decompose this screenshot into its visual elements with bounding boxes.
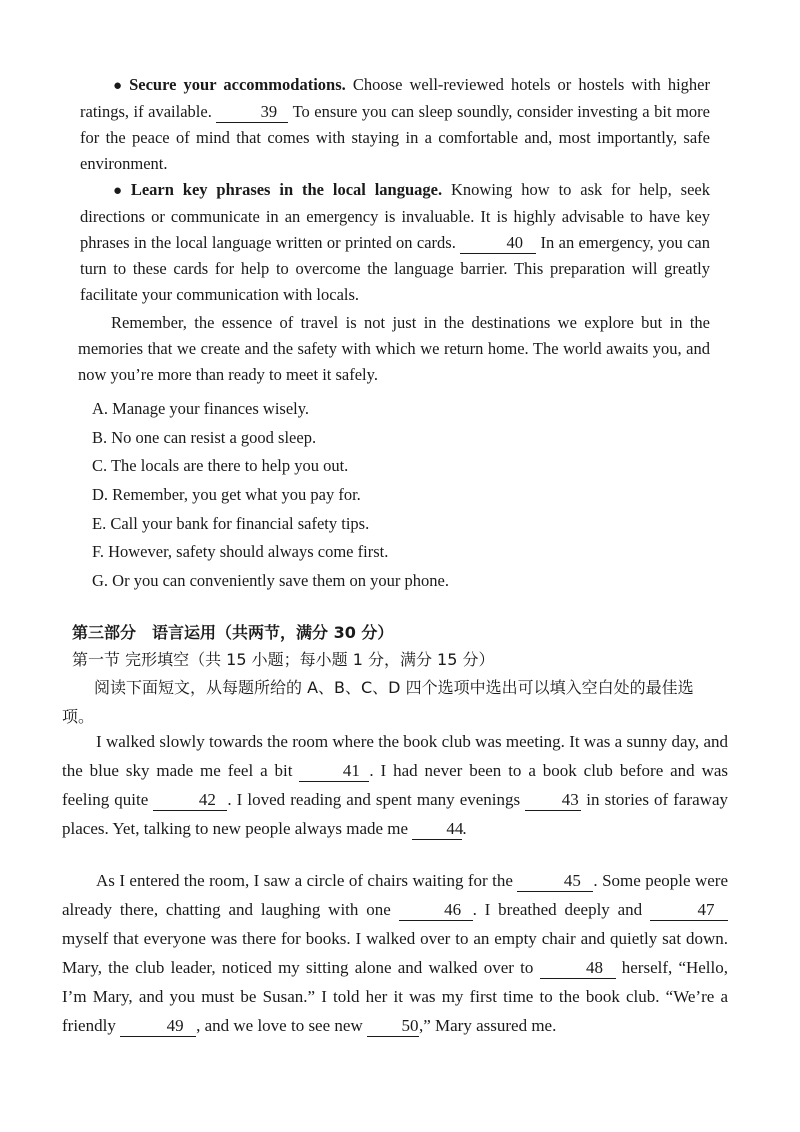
section1-heading: 第一节 完形填空（共 15 小题；每小题 1 分，满分 15 分） [72,650,495,669]
story-text: , and we love to see new [196,1016,363,1035]
option-g[interactable]: G. Or you can conveniently save them on your phone. [92,571,449,590]
story-text: . I loved reading and spent many evenings [227,790,521,809]
cloze-paragraph-2 [62,866,728,1040]
tip-text: Choose well-reviewed hotels or hostels with higher ratings, if available. [80,75,711,121]
story-text: herself, “Hello, I’m Mary, and you must be Susan.” I told her it was my first time to the book club. “We’re a friendly [62,958,729,1035]
blank-47[interactable]: 47 [650,900,728,921]
tip-accommodations [80,72,710,177]
story-text: . I breathed deeply and [472,900,643,919]
option-b[interactable]: B. No one can resist a good sleep. [92,428,317,447]
story-text: . I had never been to a book club before and was feeling quite [62,761,729,809]
tip-text: Knowing how to ask for help, seek directions or communicate in an emergency is invaluable. It is highly advisable to have key phrases in the local language written or printed on cards. [80,180,710,252]
blank-49[interactable]: 49 [120,1016,196,1037]
option-c[interactable]: C. The locals are there to help you out. [92,456,349,475]
story-text: As I entered the room, I saw a circle of chairs waiting for the [96,871,513,890]
tip-text: To ensure you can sleep soundly, consider investing a bit more for the peace of mind that comes with staying in a comfortable and, most importantly, safe environment. [80,102,711,173]
option-d[interactable]: D. Remember, you get what you pay for. [92,485,361,504]
story-text: ,” Mary assured me. [418,1016,557,1035]
tip-title: Learn key phrases in the local language. [130,180,443,199]
option-a[interactable]: A. Manage your finances wisely. [92,399,310,418]
bullet-icon: ● [113,78,126,94]
option-e[interactable]: E. Call your bank for financial safety tips. [92,514,370,533]
option-f[interactable]: F. However, safety should always come first. [92,542,389,561]
blank-48[interactable]: 48 [540,958,616,979]
story-text: myself that everyone was there for books. I walked over to an empty chair and quietly sat down. Mary, the club leader, noticed my sitting alone and walked over to [62,929,728,977]
tip-text: In an emergency, you can turn to these cards for help to overcome the language barrier. This preparation will greatly facilitate your communication with locals. [80,233,710,304]
story-text: in stories of faraway places. Yet, talking to new people always made me [62,790,728,838]
story-text: I walked slowly towards the room where the book club was meeting. It was a sunny day, and the blue sky made me feel a bit [62,732,728,780]
bullet-icon: ● [113,183,127,199]
blank-39[interactable]: 39 [216,102,288,123]
blank-43[interactable]: 43 [525,790,581,811]
blank-50[interactable]: 50 [367,1016,419,1037]
instructions: 阅读下面短文，从每题所给的 A、B、C、D 四个选项中选出可以填入空白处的最佳选项。 [62,678,694,726]
blank-40[interactable]: 40 [460,233,536,254]
blank-46[interactable]: 46 [399,900,473,921]
conclusion-paragraph: Remember, the essence of travel is not just in the destinations we explore but in the memories that we create and the safety with which we return home. The world awaits you, and now you’re more than ready to meet it safely. [78,313,710,384]
blank-41[interactable]: 41 [299,761,369,782]
tip-title: Secure your accommodations. [129,75,346,94]
blank-44[interactable]: 44 [412,819,462,840]
cloze-paragraph-1 [62,727,728,843]
story-text: . Some people were already there, chatting and laughing with one [62,871,729,919]
blank-45[interactable]: 45 [517,871,593,892]
story-text: . [462,819,467,838]
blank-42[interactable]: 42 [153,790,227,811]
tip-phrases [80,177,710,308]
part3-heading: 第三部分 语言运用（共两节，满分 30 分） [72,623,394,642]
